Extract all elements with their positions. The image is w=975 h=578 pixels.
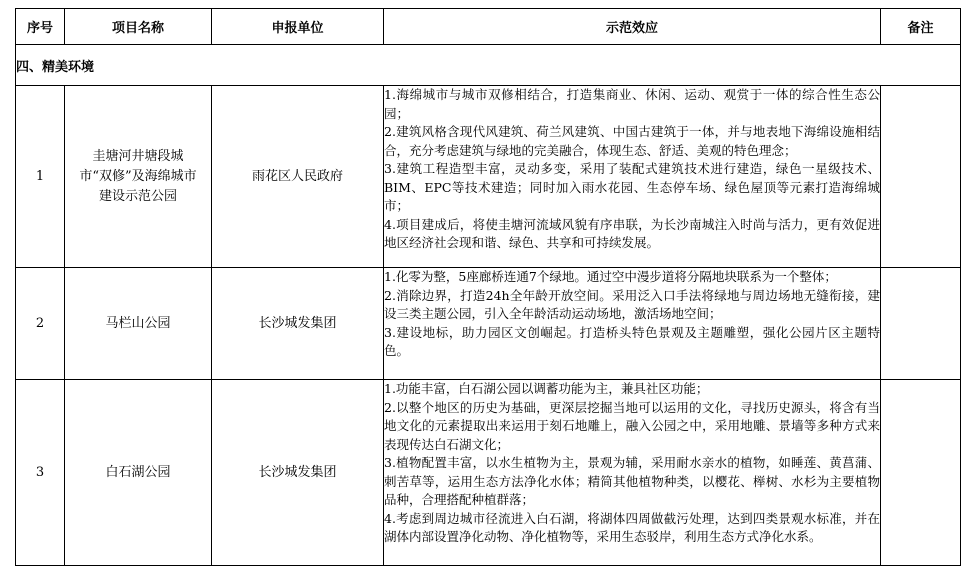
effect-item: 1.化零为整，5座廊桥连通7个绿地。通过空中漫步道将分隔地块联系为一个整体；	[384, 269, 837, 284]
table-row	[16, 380, 961, 566]
row-project-name	[65, 380, 212, 566]
table-row	[16, 86, 961, 268]
row-remark	[881, 268, 961, 380]
row-effects	[384, 86, 881, 268]
header-remark: 备注	[881, 9, 961, 45]
table-row	[16, 268, 961, 380]
section-row	[16, 45, 961, 86]
row-effects	[384, 380, 881, 566]
effect-item: 3.植物配置丰富，以水生植物为主，景观为辅，采用耐水亲水的植物，如睡莲、黄菖蒲、刺苦草等，运用生态方法净化水体；精简其他植物种类，以樱花、榉树、水杉为主要植物品种，合理搭配种植群落；	[384, 455, 880, 507]
header-no: 序号	[16, 9, 65, 45]
header-effect: 示范效应	[384, 9, 881, 45]
row-no: 3	[16, 380, 65, 566]
row-project-name	[65, 268, 212, 380]
row-effects	[384, 268, 881, 380]
effect-item: 3.建筑工程造型丰富，灵动多变，采用了装配式建筑技术进行建造，绿色一星级技术、BIM、EPC等技术建造；同时加入雨水花园、生态停车场、绿色屋顶等元素打造海绵城市；	[384, 161, 880, 213]
row-no: 1	[16, 86, 65, 268]
row-unit: 长沙城发集团	[212, 380, 384, 566]
project-name-text: 马栏山公园	[105, 315, 171, 331]
row-no: 2	[16, 268, 65, 380]
project-name-text: 白石湖公园	[105, 464, 171, 480]
effect-item: 4.考虑到周边城市径流进入白石湖，将湖体四周做截污处理，达到四类景观水标准，并在湖体内部设置净化动物、净化植物等，采用生态驳岸，利用生态方式净化水系。	[384, 510, 880, 544]
row-unit: 雨花区人民政府	[212, 86, 384, 268]
effect-item: 4.项目建成后，将使圭塘河流域风貌有序串联，为长沙南城注入时尚与活力，更有效促进地区经济社会现和谐、绿色、共享和可持续发展。	[384, 216, 880, 250]
effect-item: 3.建设地标，助力园区文创崛起。打造桥头特色景观及主题雕塑，强化公园片区主题特色。	[384, 324, 880, 358]
row-remark	[881, 380, 961, 566]
effect-item: 2.建筑风格含现代风建筑、荷兰风建筑、中国古建筑于一体，并与地表地下海绵设施相结合，充分考虑建筑与绿地的完美融合，体现生态、舒适、美观的特色理念；	[384, 124, 880, 158]
header-row	[16, 9, 961, 45]
header-name: 项目名称	[65, 9, 212, 45]
row-project-name	[65, 86, 212, 268]
row-remark	[881, 86, 961, 268]
row-unit: 长沙城发集团	[212, 268, 384, 380]
project-table	[15, 8, 961, 566]
header-unit: 申报单位	[212, 9, 384, 45]
effect-item: 2.以整个地区的历史为基础，更深层挖掘当地可以运用的文化，寻找历史源头，将含有当地文化的元素提取出来运用于刻石地雕上，融入公园之中，采用地雕、景墙等多种方式来表现传达白石湖文化；	[384, 399, 880, 452]
effect-item: 1.海绵城市与城市双修相结合，打造集商业、休闲、运动、观赏于一体的综合性生态公园；	[384, 87, 880, 121]
project-name-text: 圭塘河井塘段城市“双修”及海绵城市建设示范公园	[79, 148, 197, 204]
effect-item: 1.功能丰富，白石湖公园以调蓄功能为主，兼具社区功能；	[384, 381, 709, 396]
effect-item: 2.消除边界，打造24h全年龄开放空间。采用泛入口手法将绿地与周边场地无缝衔接，建设三类主题公园，引入全年龄活动运动场地，激活场地空间；	[384, 287, 880, 321]
section-title: 四、精美环境	[16, 45, 961, 86]
